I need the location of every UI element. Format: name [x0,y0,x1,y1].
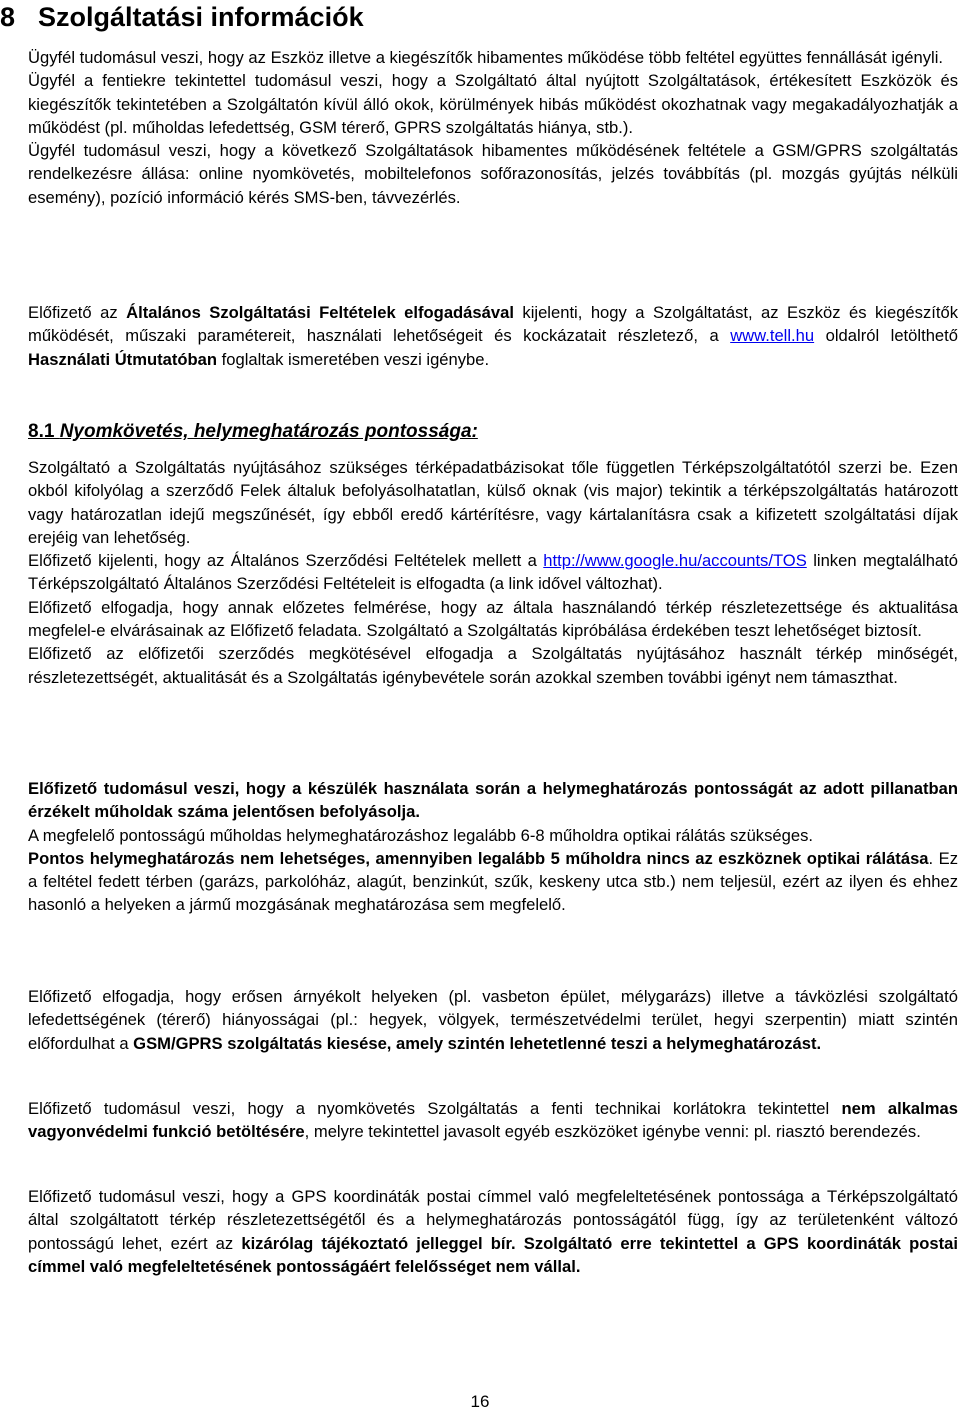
google-tos-link[interactable]: http://www.google.hu/accounts/TOS [543,551,807,571]
security-block [28,1097,958,1144]
terms-text-3: oldalról letölthető [814,326,958,346]
subsection-heading [28,420,478,444]
satellite-block [28,777,958,917]
satellite-bold-1: Előfizető tudomásul veszi, hogy a készülék használata során a helymeghatározás pontosságát az adott pillanatban érzékelt műholdak száma jelentősen befolyásolja. [28,779,958,822]
security-bold: nem alkalmas vagyonvédelmi funkció betöltésére [28,1099,958,1142]
security-text-1: Előfizető tudomásul veszi, hogy a nyomkövetés Szolgáltatás a fenti technikai korlátokra tekintettel [28,1099,842,1118]
gps-text: Előfizető tudomásul veszi, hogy a GPS koordináták postai címmel való megfeleltetésének pontossága a Térképszolgáltató által szolgáltatott térkép részletezettségétől és a helymeghatározás pontosságától függ, így az területenként változó pontosságú lehet, ezért az [28,1187,958,1253]
map-text-2a: Előfizető kijelenti, hogy az Általános Szerződési Feltételek mellett a [28,551,544,571]
satellite-paragraph-1: A megfelelő pontosságú műholdas helymeghatározáshoz legalább 6-8 műholdra optikai rálátás szükséges. [28,825,813,845]
subsection-number: 8.1 [28,421,55,442]
terms-paragraph [28,301,958,371]
terms-text-1: Előfizető az [28,303,127,322]
page-number: 16 [470,1392,490,1411]
satellite-bold-paragraph [28,777,958,824]
gps-block [28,1185,958,1278]
shadow-paragraph [28,985,958,1055]
terms-text-4: foglaltak ismeretében veszi igénybe. [217,349,490,369]
security-text-2: , melyre tekintettel javasolt egyéb eszközöket igénybe venni: pl. riasztó berendezés. [304,1122,921,1142]
section-title: Szolgáltatási információk [38,2,364,32]
security-paragraph [28,1097,958,1144]
map-text-2b: linken megtalálható Térképszolgáltató Általános Szerződési Feltételeit is elfogadta (a link idővel változhat). [28,551,958,594]
tell-link[interactable]: www.tell.hu [730,326,815,346]
map-paragraph-3: Előfizető elfogadja, hogy annak előzetes felmérése, hogy az általa használandó térkép részletezettsége és aktualitása megfelel-e elvárásainak az Előfizető feladata. Szolgáltató a Szolgáltatás kipróbálása érdekében teszt lehetőséget biztosít. [28,597,958,641]
shadow-bold: GSM/GPRS szolgáltatás kiesése, amely szintén lehetetlenné teszi a helymeghatározást. [133,1033,822,1053]
shadow-text: Előfizető elfogadja, hogy erősen árnyékolt helyeken (pl. vasbeton épület, mélygarázs) illetve a távközlési szolgáltató lefedettségének (térerő) hiányosságai (pl.: hegyek, völgyek, természetvédelmi terület, hegyi szerpentin) miatt szintén előfordulhat a [28,987,958,1053]
intro-block [28,46,958,209]
satellite-paragraph-2 [28,847,958,917]
terms-block [28,301,958,371]
intro-paragraph-2: Ügyfél a fentiekre tekintettel tudomásul veszi, hogy a Szolgáltató által nyújtott Szolgáltatások, értékesített Eszközök és kiegészítők tekintetében a Szolgáltatón kívül álló okok, körülmények hibás működést okozhatnak vagy megakadályozhatják a működést (pl. műholdas lefedettség, GSM térerő, GPRS szolgáltatás hiánya, stb.). [28,71,958,137]
gps-paragraph [28,1185,958,1278]
terms-text-2: kijelenti, hogy a Szolgáltatást, az Eszköz és kiegészítők működését, műszaki paramétereit, használati lehetőségeit és kockázatait részletező, a [28,303,958,346]
map-paragraph-1: Szolgáltató a Szolgáltatás nyújtásához szükséges térképadatbázisokat tőle független Térképszolgáltatótól szerzi be. Ezen okból kifolyólag a szerződő Felek általuk befolyásolhatatlan, külső oknak (vis major) tekintik a térképszolgáltatás határozott vagy határozatlan idejű megszűnését, így ebből eredő kártérítésre, vagy kártalanításra csak a kifizetett szolgáltatási díjak erejéig van lehetőség. [28,458,958,547]
map-paragraph-4: Előfizető az előfizetői szerződés megkötésével elfogadja a Szolgáltatás nyújtásához használt térkép minőségét, részletezettségét, aktualitását és a Szolgáltatás igénybevétele során azokkal szemben további igényt nem támaszthat. [28,644,958,687]
section-number: 8 [0,2,16,32]
subsection-title: Nyomkövetés, helymeghatározás pontossága: [59,421,478,442]
satellite-bold-2: Pontos helymeghatározás nem lehetséges, amennyiben legalább 5 műholdra nincs az eszköznek optikai rálátása [28,848,929,868]
map-block [28,456,958,689]
map-paragraph-2 [28,549,958,596]
shadow-block [28,985,958,1055]
intro-paragraph-3: Ügyfél tudomásul veszi, hogy a következő Szolgáltatások hibamentes működésének feltétele a GSM/GPRS szolgáltatás rendelkezésre állása: online nyomkövetés, mobiltelefonos sofőrazonosítás, jelzés továbbítás (pl. mozgás gyújtás nélküli esemény), pozíció információ kérés SMS-ben, távvezérlés. [28,141,958,207]
gps-bold: kizárólag tájékoztató jelleggel bír. Szolgáltató erre tekintettel a GPS koordináták postai címmel való megfeleltetésének pontosságáért felelősséget nem vállal. [28,1233,958,1276]
terms-bold-2: Használati Útmutatóban [28,349,218,369]
satellite-text-2: . Ez a feltétel fedett térben (garázs, parkolóház, alagút, benzinkút, szűk, keskeny utca stb.) nem teljesül, ezért az ilyen és ehhez hasonló a helyeken a jármű mozgásának meghatározása sem megfelelő. [28,848,959,915]
terms-bold-1: Általános Szolgáltatási Feltételek elfogadásával [126,303,514,322]
section-heading [0,2,364,32]
intro-paragraph-1: Ügyfél tudomásul veszi, hogy az Eszköz illetve a kiegészítők hibamentes működése több feltétel együttes fennállását igényli. [28,48,943,67]
